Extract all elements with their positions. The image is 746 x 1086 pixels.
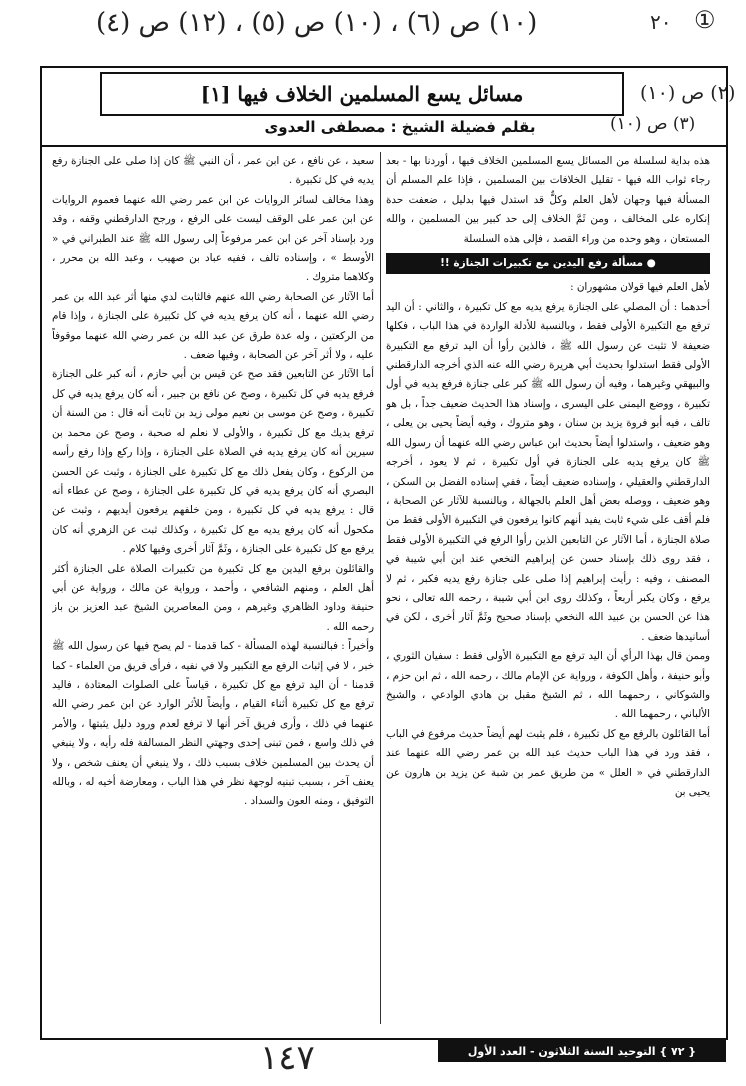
paragraph: وممن قال بهذا الرأي أن اليد ترفع مع التكبيرة الأولى فقط : سفيان الثوري ، وأبو حنيفة ، وأهل الكوفة ، ورواية عن الإمام مالك ، رحمه الله ، ثم ابن حزم ، والشوكاني ، رحمهما الله ، ثم الشيخ مقبل بن هادي الوادعي ، والشيخ الألباني ، رحمهما الله . [386, 650, 710, 721]
paragraph: والقائلون برفع اليدين مع كل تكبيرة من تكبيرات الصلاة على الجنازة أكثر أهل العلم ، ومنهم الشافعي ، وأحمد ، ورواية عن مالك ، ورواية عن أبي حنيفة وداود الظاهري وغيرهم ، ومن المعاصرين الشيخ عبد العزيز بن باز رحمه الله . [52, 562, 374, 633]
handwritten-references: (١٠) ص (٦) ، (١٠) ص (٥) ، (١٢) ص (٤) [96, 8, 538, 38]
paragraph: أما الآثار عن الصحابة رضي الله عنهم فالثابت لدي منها أثر عبد الله بن عمر رضي الله عنهما ، أنه كان يرفع يديه في كل تكبيرة على الجنازة ، وإذا قام من الركعتين ، وله عدة طرق عن عبد الله بن عمر رضي الله عنهما موقوفاً عليه ، ولا أثر آخر عن الصحابة ، وفيها ضعف . [52, 290, 374, 362]
paragraph: لأهل العلم فيها قولان مشهوران : [570, 281, 710, 294]
handwritten-corner-number: ٢٠ [650, 10, 672, 34]
handwritten-side-ref-2: (٣) ص (١٠) [610, 114, 696, 134]
paragraph: أحدهما : أن المصلي على الجنازة يرفع يديه مع كل تكبيرة ، والثاني : أن اليد ترفع مع التكبيرة الأولى فقط ، وبالنسبة للأدلة الواردة في هذا الباب ، فكلها ضعيفة لا تثبت عن رسول الله ﷺ ، فالذين رأوا أن اليد ترفع مع التكبيرة الأولى فقط استدلوا بحديث أبي هريرة رضي الله عنه الذي أخرجه الدارقطني والبيهقي وغيرهما ، وفيه أن رسول الله ﷺ كبر على جنازة فرفع يديه في أول تكبيرة ، ووضع اليمنى على اليسرى ، وإسناد هذا الحديث ضعيف جداً ، بل هو تالف ، فيه أبو فروة يزيد بن سنان ، وهو متروك ، وفيه أيضاً يحيى بن يعلى ، وهو ضعيف ، واستدلوا أيضاً بحديث ابن عباس رضي الله عنهما أن رسول الله ﷺ كان يرفع يديه على الجنازة في أول تكبيرة ، ثم لا يعود ، أخرجه الدارقطني والعقيلي ، وإسناده ضعيف أيضاً ، ففي إسناده الفضل بن السكن ، وهو ضعيف ، ووصله بعض أهل العلم بالجهالة ، وبالنسبة للآثار عن الصحابة ، فلم أقف على شيء ثابت يفيد أنهم كانوا يرفعون في التكبيرة الأولى فقط من صلاة الجنازة ، أما الآثار عن التابعين الذين رأوا الرفع في التكبيرة الأولى فقط ، فقد روى ذلك بإسناد حسن عن إبراهيم النخعي عند ابن أبي شيبة في المصنف ، وفيه : رأيت إبراهيم إذا صلى على جنازة رفع يديه فكبر ، ثم لا يرفع ، وكان يكبر أربعاً ، وكذلك روى ابن أبي شيبة ، رحمه الله تعالى ، نحو هذا عن الحسن بن عبيد الله النخعي بإسناد صحيح وثَمَّ آثار أخرى ، لكن في أسانيدها ضعف . [386, 300, 710, 643]
paragraph: أما الآثار عن التابعين فقد صح عن قيس بن أبي حازم ، أنه كبر على الجنازة فرفع يديه في كل تكبيرة ، وصح عن نافع بن جبير ، أنه كان يرفع يديه في كل تكبيرة ، وصح عن موسى بن نعيم مولى زيد بن ثابت أنه قال : من السنة أن ترفع يديك مع كل تكبيرة ، والأولى لا نعلم له صحبة ، وصح عن محمد بن سيرين أنه كان يرفع يديه في الصلاة على الجنازة ، وإذا ركع وإذا رفع رأسه من الركوع ، وكان يفعل ذلك مع كل تكبيرة على الجنازة ، وثبت عن الحسن البصري أنه كان يرفع يديه في كل تكبيرة على الجنازة ، وصح عن عطاء أنه قال : يرفع يديه في كل تكبيرة ، ومن خلفهم يرفعون أيديهم ، وثبت عن مكحول أنه كان يرفع يديه مع كل تكبيرة ، وكذلك ثبت عن الزهري أنه كان يرفع مع كل تكبيرة على الجنازة ، وثَمَّ آثار أخرى وفيها كلام . [52, 368, 374, 556]
handwritten-side-ref: (٢) ص (١٠) [640, 82, 736, 104]
left-column [52, 152, 374, 1024]
paragraph: وهذا مخالف لسائر الروايات عن ابن عمر رضي الله عنهما فعموم الروايات عن ابن عمر على الوقف ليست على الرفع ، ورجح الدارقطني وقفه ، وقد ورد بإسناد آخر عن ابن عمر مرفوعاً إلى رسول الله ﷺ عند الطبراني في « الأوسط » ، وإسناده تالف ، ففيه عباد بن صهيب ، وعبد الله بن محرر ، وكلاهما متروك . [52, 193, 374, 284]
magazine-footer: { ٧٢ } التوحيد السنة الثلاثون - العدد الأول [438, 1040, 726, 1062]
paragraph: سعيد ، عن نافع ، عن ابن عمر ، أن النبي ﷺ كان إذا صلى على الجنازة رفع يديه في كل تكبيرة . [52, 155, 374, 187]
intro-paragraph: هذه بداية لسلسلة من المسائل يسع المسلمين الخلاف فيها ، أوردنا بها - بعد رجاء ثواب الله فيها - تقليل الخلافات بين المسلمين ، فإذا علم المسلم أن المسألة فيها وجهان لأهل العلم وكلٌّ قد استدل فيها بدليل ، ضعفت حدة إنكاره على المخالف ، ومن ثَمَّ الخلاف إلى حد كبير بين المسلمين ، والله المستعان ، وهو وحده من وراء القصد ، فإلى هذه السلسلة [386, 155, 710, 245]
article-author: بقلم فضيلة الشيخ : مصطفى العدوى [264, 118, 536, 136]
handwritten-corner-mark: ① [694, 6, 716, 34]
section-heading: ● مسألة رفع اليدين مع تكبيرات الجنازة !! [386, 253, 710, 274]
paragraph: أما القائلون بالرفع مع كل تكبيرة ، فلم يثبت لهم أيضاً حديث مرفوع في الباب ، فقد ورد في هذا الباب حديث عبد الله بن عمر رضي الله عنهما عند الدارقطني في « العلل » من طريق عمر بن شبة عن يزيد بن هارون عن يحيى بن [386, 727, 710, 798]
header-divider [40, 145, 728, 147]
right-column [386, 152, 710, 1024]
paragraph: وأخيراً : فبالنسبة لهذه المسألة - كما قدمنا - لم يصح فيها عن رسول الله ﷺ خبر ، لا في إثبات الرفع مع التكبير ولا في نفيه ، فرأى فريق من العلماء - كما قدمنا - أن اليد ترفع مع كل تكبيرة ، قياساً على الصلوات المعتادة ، فاليد ترفع مع كل تكبيرة أثناء القيام ، وأيضاً للأثر الوارد عن ابن عمر رضي الله عنهما في ذلك ، وأرى فريق آخر أنها لا ترفع لعدم ورود دليل يثبتها ، والأمر في ذلك واسع ، فمن تبنى إحدى وجهتي النظر المسالفة فله رأيه ، ولا ينبغي أن يحدث بين المسلمين خلاف بسبب ذلك ، ولا ينبغي أن يعنف شخص ، ولا يعنف آخر ، بسبب تبنيه لوجهة نظر في هذا الباب ، ومعارضة أخيه له ، وبالله التوفيق ، ومنه العون والسداد . [52, 640, 374, 808]
column-divider [380, 152, 381, 1024]
handwritten-page-number: ١٤٧ [260, 1038, 315, 1078]
article-title: مسائل يسع المسلمين الخلاف فيها [١] [100, 72, 624, 116]
